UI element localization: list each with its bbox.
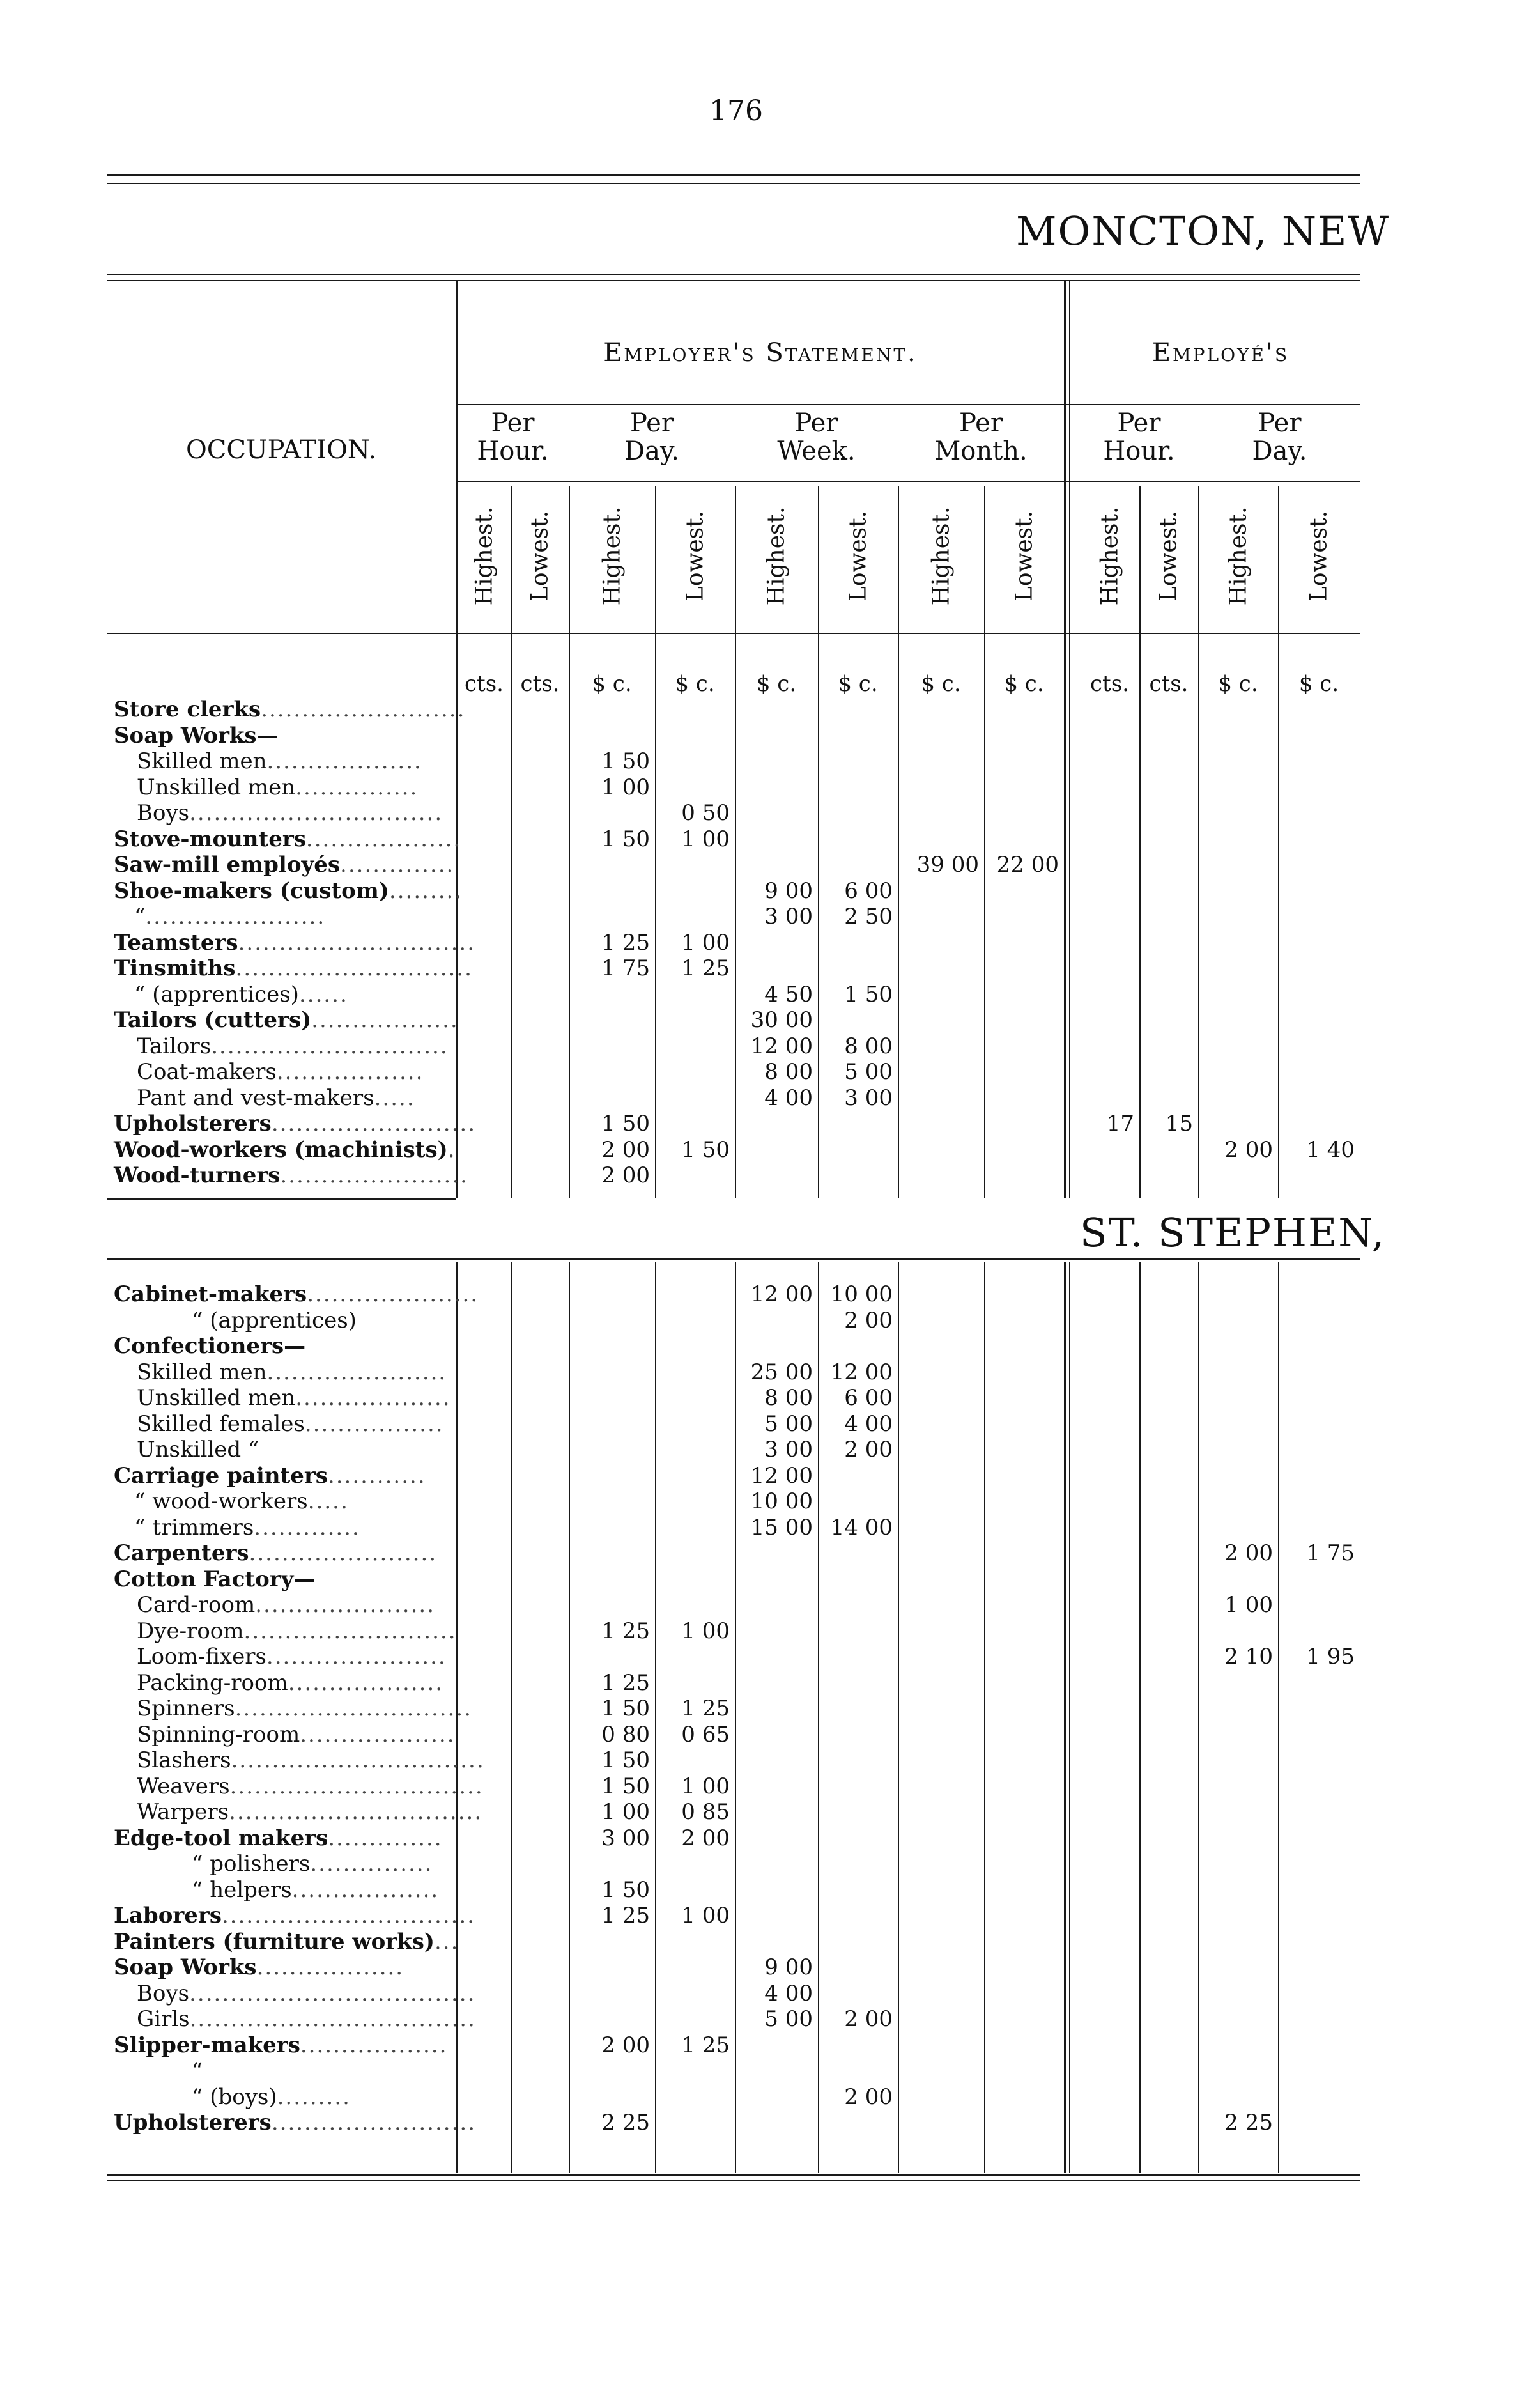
wage-value: 0 50 (681, 800, 730, 826)
wage-value: 22 00 (996, 852, 1059, 878)
wage-value: 2 00 (844, 2084, 893, 2110)
ststephen-row-label (137, 1359, 447, 1385)
dot-leader: ................... (295, 1385, 451, 1411)
unit-label: $ c. (1004, 671, 1044, 697)
ststephen-row-label (114, 1929, 459, 1955)
wage-value: 9 00 (764, 1955, 813, 1980)
wage-value: 10 00 (750, 1489, 813, 1514)
wage-value: 0 85 (681, 1799, 730, 1825)
occupation-name: Saw-mill employés (114, 852, 341, 878)
dot-leader: ....................... (280, 1163, 468, 1188)
occupation-name: Soap Works (114, 1955, 257, 1980)
dot-leader: ............................. (235, 1696, 472, 1721)
moncton-row-label (134, 982, 348, 1007)
column-divider (1278, 486, 1279, 1198)
unit-label: $ c. (592, 671, 632, 697)
wage-value: 2 25 (1224, 2110, 1273, 2135)
occupation-name: Loom-fixers (137, 1644, 266, 1669)
double-divider (1064, 1262, 1066, 2173)
wage-value: 39 00 (916, 852, 979, 878)
moncton-row-label (137, 748, 422, 774)
occupation-name: “ (134, 904, 146, 929)
ststephen-row-label (137, 1618, 457, 1644)
occupation-name: Soap Works— (114, 722, 279, 748)
ststephen-row-label (137, 1799, 482, 1825)
column-divider (1198, 486, 1199, 1198)
occupation-heading: OCCUPATION. (185, 435, 377, 465)
wage-value: 2 00 (681, 1825, 730, 1851)
dot-leader: ............................... (222, 1903, 476, 1928)
dot-leader: ............... (295, 774, 419, 800)
double-divider (1069, 1262, 1070, 2173)
dot-leader: ......... (389, 878, 463, 904)
column-divider (456, 281, 458, 1198)
dot-leader: ................. (304, 1411, 444, 1437)
wage-value: 3 00 (601, 1825, 650, 1851)
wage-value: 1 00 (681, 826, 730, 852)
wage-value: 1 50 (601, 1747, 650, 1773)
location-moncton: MONCTON, NEW (1016, 208, 1390, 254)
wage-value: 0 65 (681, 1721, 730, 1747)
moncton-row-label (137, 1059, 424, 1085)
occupation-name: Wood-workers (machinists) (114, 1136, 448, 1163)
column-label-lowest: Lowest. (527, 510, 553, 602)
occupation-name: Slipper-makers (114, 2032, 300, 2058)
wage-value: 2 10 (1224, 1644, 1273, 1669)
column-label-lowest: Lowest. (845, 510, 871, 602)
top-rule-thin (107, 183, 1360, 184)
dot-leader: ............................... (229, 1773, 484, 1799)
wage-value: 12 00 (750, 1282, 813, 1307)
ststephen-row-label (192, 1308, 357, 1333)
column-label-highest: Highest. (471, 506, 497, 606)
occupation-name: Skilled men (137, 748, 267, 774)
header-rule-thin (107, 280, 1360, 281)
bottom-rule (107, 2174, 1360, 2176)
column-label-lowest: Lowest. (1305, 510, 1332, 602)
dot-leader: ......................... (271, 2110, 477, 2135)
wage-value: 6 00 (844, 878, 893, 904)
dot-leader: ..... (307, 1489, 349, 1514)
moncton-row-label (114, 723, 279, 748)
occupation-name: Weavers (137, 1773, 230, 1799)
column-label-highest: Highest. (928, 506, 954, 606)
wage-value: 1 25 (601, 929, 650, 956)
moncton-row-label (134, 904, 325, 929)
ststephen-row-label (114, 2033, 447, 2058)
moncton-row-label (114, 1007, 459, 1033)
wage-value: 8 00 (764, 1385, 813, 1411)
dot-leader: .............. (340, 852, 455, 878)
ststephen-row-label (137, 2006, 476, 2032)
wage-value: 2 00 (844, 1437, 893, 1462)
column-divider (984, 1262, 985, 2173)
per-month-heading: Per Month. (934, 408, 1028, 466)
moncton-row-label (114, 852, 454, 878)
column-divider (984, 486, 985, 1198)
wage-value: 3 00 (764, 1437, 813, 1462)
ststephen-row-label (114, 1903, 475, 1928)
unit-label: cts. (465, 671, 504, 697)
ststephen-row-label (114, 2110, 476, 2135)
dot-leader: ... (434, 1928, 459, 1955)
wage-value: 1 25 (601, 1669, 650, 1696)
unit-label: $ c. (756, 671, 797, 697)
dot-leader: ................................... (189, 2006, 476, 2032)
ststephen-row-label (137, 1981, 475, 2006)
top-rule (107, 174, 1360, 176)
column-divider (1139, 1262, 1141, 2173)
wage-value: 1 25 (681, 956, 730, 981)
occupation-name: Unskilled “ (137, 1437, 259, 1462)
occupation-name: Card-room (137, 1592, 256, 1618)
subheader-rule (457, 404, 1360, 405)
wage-value: 8 00 (844, 1033, 893, 1059)
double-divider (1069, 281, 1070, 1198)
occupation-name: Carriage painters (114, 1462, 328, 1489)
dot-leader: .................. (291, 1877, 440, 1903)
occupation-name: “ wood-workers (134, 1489, 308, 1514)
wage-value: 1 50 (844, 981, 893, 1007)
wage-value: 1 00 (681, 1618, 730, 1644)
wage-value: 4 00 (844, 1411, 893, 1437)
ststephen-row-label (137, 1592, 435, 1618)
occupation-name: Painters (furniture works) (114, 1928, 435, 1955)
wage-value: 8 00 (764, 1059, 813, 1085)
wage-value: 17 (1106, 1111, 1134, 1136)
unit-label: cts. (1149, 671, 1189, 697)
dot-leader: ............................. (235, 956, 473, 981)
dot-leader: ......... (277, 2084, 351, 2110)
dot-leader: ................... (305, 826, 462, 852)
moncton-row-label (114, 697, 465, 722)
moncton-row-label (114, 1111, 476, 1136)
column-divider (1198, 1262, 1199, 2173)
occupation-name: Store clerks (114, 697, 261, 722)
column-head-rule (107, 633, 1360, 634)
unit-label: $ c. (838, 671, 878, 697)
unit-label: cts. (1090, 671, 1129, 697)
wage-value: 2 50 (844, 904, 893, 929)
wage-value: 6 00 (844, 1385, 893, 1411)
unit-label: $ c. (675, 671, 715, 697)
dot-leader: ............................. (211, 1033, 449, 1059)
wage-value: 2 00 (601, 1163, 650, 1188)
wage-value: 2 25 (601, 2110, 650, 2135)
wage-value: 1 75 (1306, 1540, 1355, 1566)
occupation-name: “ polishers (192, 1851, 311, 1877)
page-number: 176 (709, 95, 763, 127)
employer-statement-heading: Employer's Statement. (603, 338, 918, 368)
unit-label: $ c. (1218, 671, 1258, 697)
dot-leader: ............................. (238, 929, 475, 956)
dot-leader: ...... (298, 981, 348, 1007)
ststephen-row-label (137, 1722, 456, 1747)
ststephen-row-label (137, 1385, 451, 1411)
dot-leader: .................. (256, 1955, 404, 1980)
dot-leader: .............. (328, 1825, 443, 1851)
subheader-rule-2 (457, 481, 1360, 482)
wage-value: 3 00 (844, 1085, 893, 1111)
wage-value: 1 50 (601, 1696, 650, 1721)
per-day-heading-2: Per Day. (1252, 408, 1307, 466)
wage-value: 4 50 (764, 981, 813, 1007)
dot-leader: ............... (310, 1851, 433, 1877)
wage-value: 4 00 (764, 1085, 813, 1111)
wage-value: 2 00 (601, 2032, 650, 2058)
column-label-highest: Highest. (1097, 506, 1123, 606)
bottom-rule-thin (107, 2180, 1360, 2181)
per-day-heading: Per Day. (624, 408, 679, 466)
occupation-name: Edge-tool makers (114, 1825, 328, 1851)
dot-leader: ............ (327, 1462, 426, 1489)
occupation-name: Coat-makers (137, 1059, 277, 1085)
occupation-name: Teamsters (114, 929, 238, 956)
ststephen-row-label (134, 1489, 349, 1514)
ststephen-row-label (114, 1282, 479, 1307)
dot-leader: ............. (254, 1514, 360, 1540)
column-divider (1278, 1262, 1279, 2173)
wage-value: 14 00 (830, 1514, 893, 1540)
occupation-name: “ helpers (192, 1877, 292, 1903)
dot-leader: ..... (374, 1085, 415, 1111)
occupation-name: Boys (137, 800, 190, 826)
column-label-lowest: Lowest. (682, 510, 708, 602)
wage-value: 1 00 (681, 1773, 730, 1799)
wage-value: 10 00 (830, 1282, 893, 1307)
column-divider (898, 1262, 899, 2173)
ststephen-row-label (192, 1851, 433, 1877)
occupation-name: Packing-room (137, 1669, 288, 1696)
occupation-name: Skilled females (137, 1411, 305, 1437)
occupation-name: Stove-mounters (114, 826, 306, 852)
occupation-name: Upholsterers (114, 2110, 272, 2135)
column-label-lowest: Lowest. (1011, 510, 1037, 602)
column-divider (511, 486, 512, 1198)
unit-label: $ c. (921, 671, 961, 697)
dot-leader: ...................... (266, 1644, 447, 1669)
dot-leader: ................... (300, 1721, 456, 1747)
column-label-highest: Highest. (599, 506, 625, 606)
dot-leader: ............................... (229, 1799, 483, 1825)
wage-value: 1 75 (601, 956, 650, 981)
wage-value: 2 00 (844, 1307, 893, 1333)
dot-leader: ......................... (271, 1111, 477, 1136)
column-label-highest: Highest. (763, 506, 790, 606)
ststephen-top-rule (107, 1258, 1360, 1260)
wage-value: 3 00 (764, 904, 813, 929)
occupation-name: Tailors (cutters) (114, 1007, 312, 1033)
wage-value: 1 50 (601, 748, 650, 774)
location-ststephen: ST. STEPHEN, (1080, 1209, 1386, 1256)
wage-value: 12 00 (830, 1359, 893, 1385)
moncton-row-label (137, 800, 443, 826)
occupation-name: Confectioners— (114, 1333, 306, 1359)
wage-value: 5 00 (764, 1411, 813, 1437)
occupation-name: Cabinet-makers (114, 1282, 307, 1307)
dot-leader: ......................... (261, 697, 466, 722)
wage-value: 1 25 (681, 1696, 730, 1721)
wage-value: 1 50 (601, 1111, 650, 1136)
ststephen-row-label (137, 1774, 484, 1799)
dot-leader: ...................... (255, 1592, 436, 1618)
occupation-name: Unskilled men (137, 774, 296, 800)
ststephen-row-label (192, 1877, 439, 1903)
occupation-name: “ (192, 2058, 203, 2084)
occupation-name: Upholsterers (114, 1111, 272, 1136)
dot-leader: ..................... (307, 1282, 479, 1307)
occupation-name: Spinners (137, 1696, 235, 1721)
moncton-row-label (114, 826, 461, 852)
occupation-name: Skilled men (137, 1359, 267, 1385)
wage-value: 2 00 (844, 2006, 893, 2032)
column-divider (898, 486, 899, 1198)
wage-value: 1 95 (1306, 1644, 1355, 1669)
occupation-name: Boys (137, 1980, 190, 2006)
wage-value: 1 50 (601, 826, 650, 852)
wage-value: 1 40 (1306, 1136, 1355, 1163)
wage-value: 12 00 (750, 1462, 813, 1489)
wage-value: 9 00 (764, 878, 813, 904)
wage-value: 0 80 (601, 1721, 650, 1747)
wage-value: 1 50 (601, 1773, 650, 1799)
ststephen-row-label (192, 2058, 203, 2084)
wage-value: 15 (1165, 1111, 1193, 1136)
occupation-name: Shoe-makers (custom) (114, 878, 389, 904)
occupation-name: “ (boys) (192, 2084, 277, 2110)
wage-value: 1 25 (681, 2032, 730, 2058)
ststephen-row-label (137, 1670, 443, 1696)
occupation-name: Girls (137, 2006, 190, 2032)
ststephen-row-label (137, 1644, 447, 1669)
ststephen-row-label (114, 1567, 315, 1592)
wage-value: 5 00 (764, 2006, 813, 2032)
unit-label: cts. (520, 671, 560, 697)
wage-value: 1 50 (681, 1136, 730, 1163)
dot-leader: ................... (288, 1669, 444, 1696)
occupation-name: Wood-turners (114, 1163, 281, 1188)
dot-leader: ....................... (249, 1540, 438, 1566)
occupation-name: “ (apprentices) (134, 981, 299, 1007)
ststephen-row-label (114, 1463, 426, 1489)
wage-value: 1 00 (601, 774, 650, 800)
occupation-name: Pant and vest-makers (137, 1085, 374, 1111)
wage-value: 1 25 (601, 1618, 650, 1644)
column-divider (511, 1262, 512, 2173)
dot-leader: .................. (311, 1007, 459, 1033)
moncton-row-label (114, 956, 473, 981)
dot-leader: ...................... (145, 904, 326, 929)
ststephen-row-label (137, 1696, 472, 1721)
dot-leader: .......................... (243, 1618, 457, 1644)
occupation-name: Laborers (114, 1903, 222, 1928)
dot-leader: . (447, 1136, 456, 1163)
wage-value: 1 00 (681, 1903, 730, 1928)
dot-leader: .................. (276, 1059, 424, 1085)
ststephen-row-label (192, 2084, 351, 2110)
column-label-highest: Highest. (1225, 506, 1251, 606)
moncton-row-label (137, 1085, 415, 1111)
dot-leader: ................... (266, 748, 422, 774)
column-divider (1139, 486, 1141, 1198)
column-label-lowest: Lowest. (1155, 510, 1182, 602)
ststephen-row-label (134, 1515, 360, 1540)
wage-value: 1 00 (601, 1799, 650, 1825)
dot-leader: ............................... (189, 800, 443, 826)
dot-leader: ............................... (231, 1747, 485, 1773)
moncton-row-label (114, 1137, 456, 1163)
wage-value: 1 25 (601, 1903, 650, 1928)
ststephen-row-label (114, 1333, 305, 1359)
occupation-name: Dye-room (137, 1618, 244, 1644)
double-divider (1064, 281, 1066, 1198)
wage-value: 1 00 (1224, 1592, 1273, 1618)
per-hour-heading-2: Per Hour. (1103, 408, 1175, 466)
dot-leader: .................. (300, 2032, 448, 2058)
moncton-row-label (114, 878, 463, 904)
ststephen-row-label (137, 1411, 444, 1437)
wage-value: 2 00 (1224, 1540, 1273, 1566)
occupation-name: “ (apprentices) (192, 1307, 357, 1333)
occupation-name: Tinsmiths (114, 956, 236, 981)
moncton-row-label (137, 775, 418, 800)
wage-value: 1 00 (681, 929, 730, 956)
occupation-name: Carpenters (114, 1540, 249, 1566)
per-hour-heading: Per Hour. (477, 408, 549, 466)
occupation-name: Tailors (137, 1033, 212, 1059)
unit-label: $ c. (1298, 671, 1339, 697)
ststephen-row-label (137, 1437, 259, 1462)
occupation-name: “ trimmers (134, 1514, 254, 1540)
wage-value: 15 00 (750, 1514, 813, 1540)
ststephen-row-label (114, 1540, 437, 1566)
occupation-name: Cotton Factory— (114, 1566, 316, 1592)
dot-leader: ................................... (189, 1980, 476, 2006)
moncton-row-label (114, 930, 475, 956)
wage-value: 1 50 (601, 1877, 650, 1903)
wage-value: 12 00 (750, 1033, 813, 1059)
employe-heading: Employé's (1151, 338, 1290, 368)
wage-value: 25 00 (750, 1359, 813, 1385)
occupation-name: Unskilled men (137, 1385, 296, 1411)
occupation-name: Warpers (137, 1799, 229, 1825)
wage-value: 30 00 (750, 1007, 813, 1033)
occupation-name: Slashers (137, 1747, 231, 1773)
per-week-heading: Per Week. (777, 408, 856, 466)
moncton-bottom-rule (107, 1198, 456, 1200)
wage-value: 5 00 (844, 1059, 893, 1085)
occupation-name: Spinning-room (137, 1721, 300, 1747)
ststephen-row-label (114, 1825, 443, 1851)
dot-leader: ...................... (266, 1359, 447, 1385)
wage-value: 4 00 (764, 1980, 813, 2006)
wage-value: 2 00 (601, 1136, 650, 1163)
header-rule (107, 274, 1360, 275)
moncton-row-label (137, 1034, 449, 1059)
ststephen-row-label (137, 1747, 485, 1773)
moncton-row-label (114, 1163, 468, 1188)
ststephen-row-label (114, 1955, 404, 1980)
wage-value: 2 00 (1224, 1136, 1273, 1163)
